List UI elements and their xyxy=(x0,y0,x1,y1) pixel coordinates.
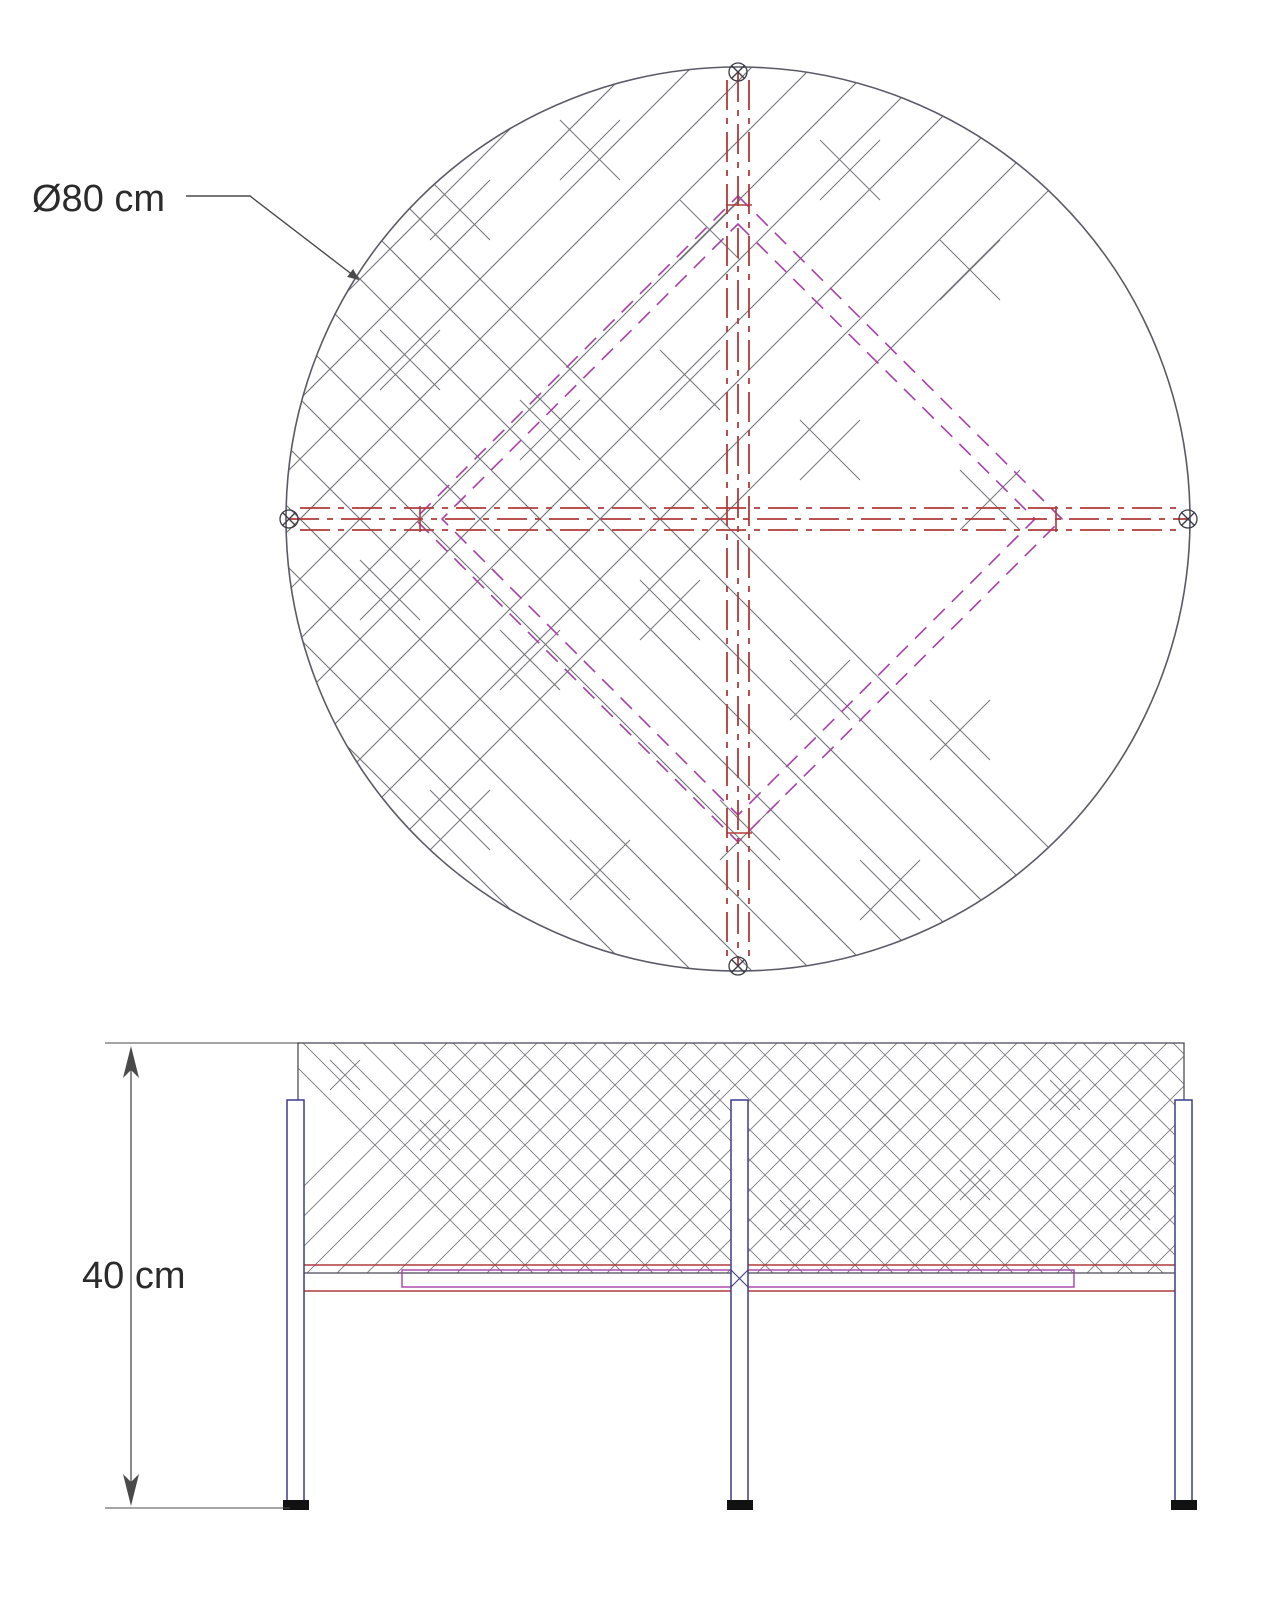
height-label: 40 cm xyxy=(82,1255,186,1297)
diameter-leader-line xyxy=(186,196,358,279)
height-dimension xyxy=(82,1043,300,1508)
diameter-label: Ø80 cm xyxy=(32,178,166,220)
diameter-dimension xyxy=(32,178,358,279)
legs xyxy=(287,1100,1192,1505)
centerlines xyxy=(289,72,1188,966)
leg-center xyxy=(731,1100,748,1505)
foot-right xyxy=(1171,1500,1197,1510)
foot-center xyxy=(727,1500,753,1510)
feet xyxy=(283,1500,1197,1510)
leg-left xyxy=(287,1100,304,1505)
front-elevation xyxy=(82,970,1280,1510)
leg-right xyxy=(1175,1100,1192,1505)
